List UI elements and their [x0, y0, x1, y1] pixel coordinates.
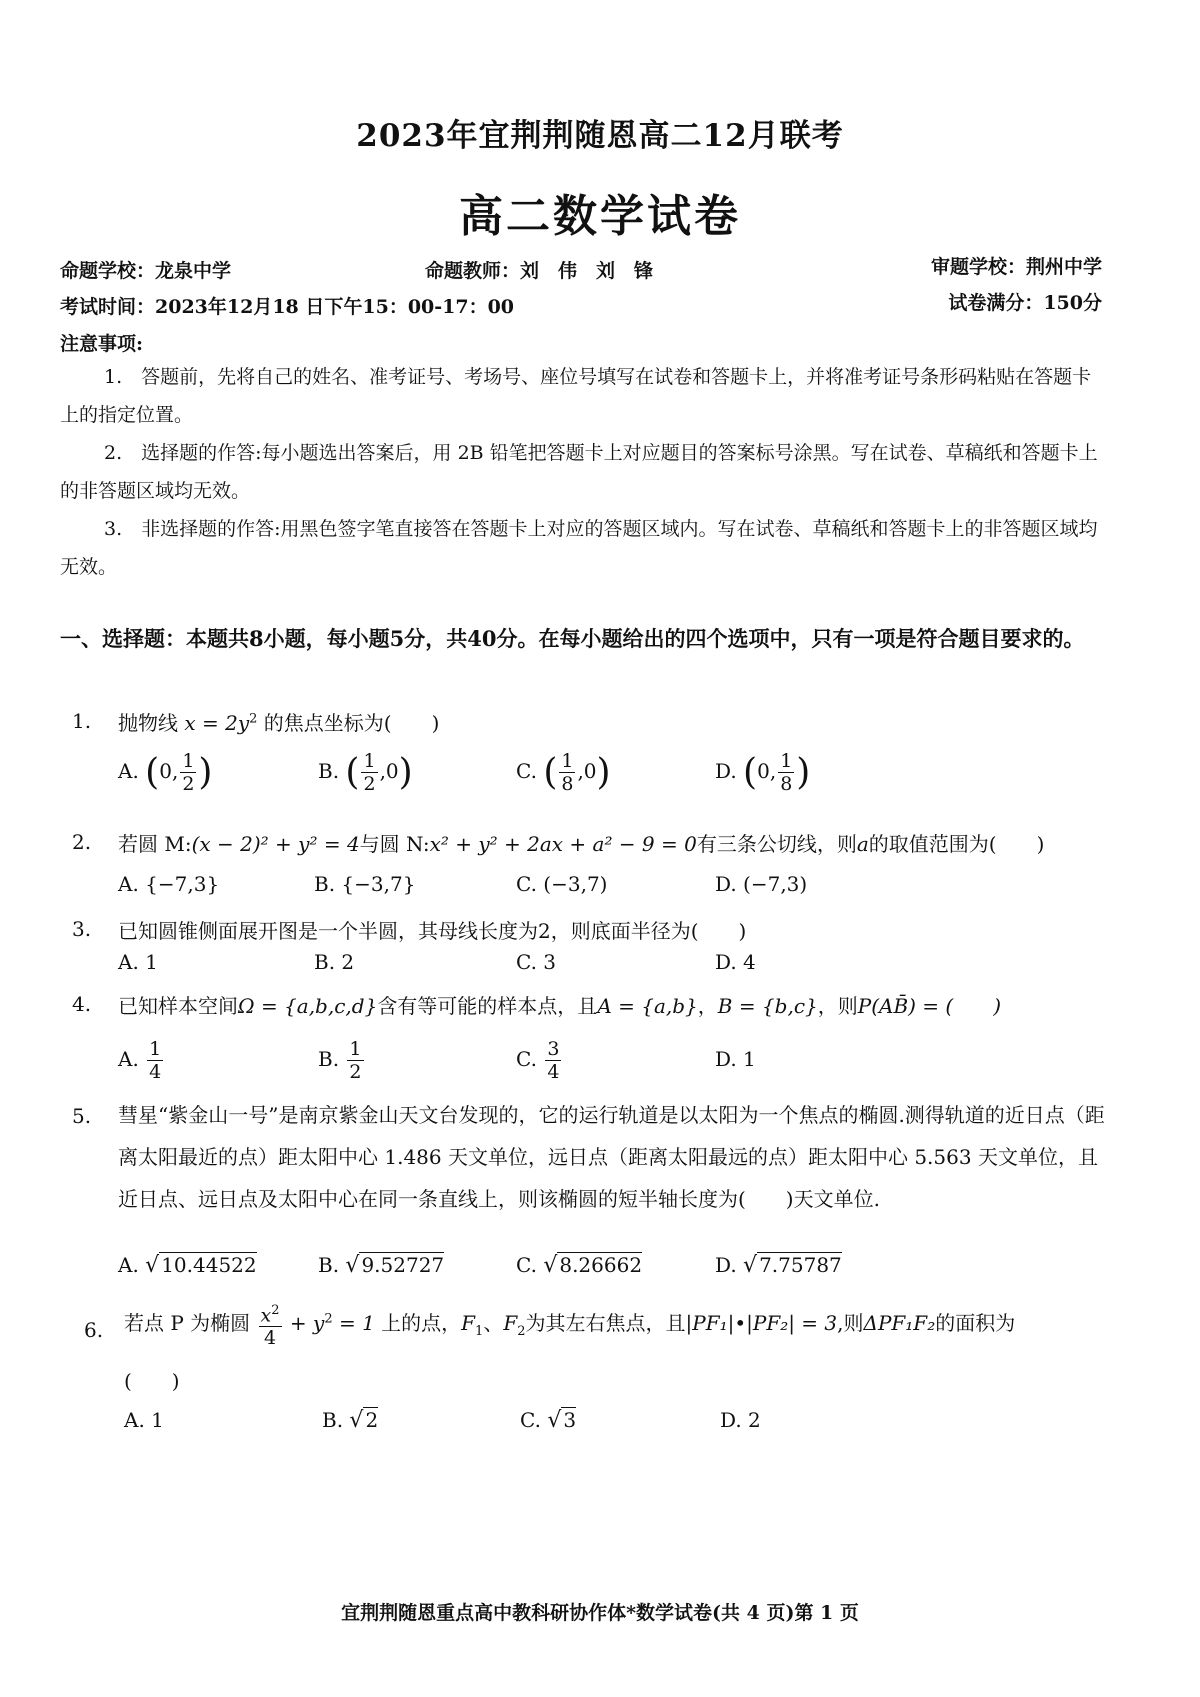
section-choice-heading: 一、选择题：本题共8小题，每小题5分，共40分。在每小题给出的四个选项中，只有一项是符合题目要求的。	[60, 626, 1085, 651]
q1-option-b: B. ( $\frac{1}{2}$ ,0)	[318, 750, 413, 795]
q1-option-c: C. ( $\frac{1}{8}$ ,0)	[516, 750, 611, 795]
q6-option-c: C. √ 3	[520, 1408, 577, 1433]
q6-answer-paren: ( )	[124, 1369, 180, 1393]
q1-stem: 抛物线 $x = 2y^2$ 的焦点坐标为( )	[118, 711, 440, 735]
q5-option-d: D. √ 7.75787	[715, 1253, 842, 1278]
q4-stem: 已知样本空间Ω = {a,b,c,d}含有等可能的样本点，且A = {a,b}，B = {b,c}，则P(AB̄) = ( )	[118, 994, 1002, 1018]
notice-heading: 注意事项:	[60, 333, 144, 355]
q5-option-c: C. √ 8.26662	[516, 1253, 643, 1278]
q2-stem: 若圆 M:(x − 2)² + y² = 4与圆 N:x² + y² + 2ax + a² − 9 = 0有三条公切线，则a的取值范围为( )	[118, 832, 1045, 856]
meta-school: 命题学校：龙泉中学	[60, 260, 232, 282]
q1-option-a: A. (0, $\frac{1}{2}$ )	[118, 750, 213, 795]
q1-post: 的焦点坐标为( )	[263, 711, 440, 735]
q3-stem: 已知圆锥侧面展开图是一个半圆，其母线长度为2，则底面半径为( )	[118, 919, 747, 943]
q2-circle-n-expr: x² + y² + 2ax + a² − 9 = 0	[429, 832, 697, 856]
q3-number: 3.	[72, 917, 92, 941]
meta-score: 试卷满分：150分	[948, 292, 1102, 314]
q2-option-d: D. (−7,3)	[715, 872, 808, 896]
meta-reviewer: 审题学校：荆州中学	[930, 256, 1102, 278]
q5-number: 5.	[72, 1104, 92, 1128]
exam-title: 2023年宜荆荆随恩高二12月联考	[356, 118, 844, 154]
q3-option-c: C. 3	[516, 950, 557, 974]
notice-item-1: 1. 答题前，先将自己的姓名、准考证号、考场号、座位号填写在试卷和答题卡上，并将准考证号条形码粘贴在答题卡上的指定位置。	[60, 366, 1092, 426]
q1-number: 1.	[72, 709, 92, 733]
q4-probability-expr: P(AB̄) = ( )	[857, 994, 1002, 1018]
q3-option-a: A. 1	[118, 950, 158, 974]
q2-option-c: C. (−3,7)	[516, 872, 608, 896]
q5-option-a: A. √ 10.44522	[118, 1253, 257, 1278]
q6-triangle-expr: ΔPF₁F₂	[863, 1311, 936, 1336]
q6-product-expr: |PF₁|•|PF₂| = 3	[685, 1311, 838, 1336]
q6-option-b: B. √ 2	[322, 1408, 379, 1433]
meta-teacher: 命题教师：刘 伟 刘 锋	[425, 260, 654, 282]
notice-item-3: 3. 非选择题的作答:用黑色签字笔直接答在答题卡上对应的答题区域内。写在试卷、草稿纸和答题卡上的非答题区域均无效。	[60, 518, 1098, 578]
q4-option-b: B. $\frac{1}{2}$	[318, 1038, 362, 1083]
q2-option-b: B. {−3,7}	[314, 872, 416, 896]
q1-expr: x = 2y	[184, 711, 250, 735]
paper-subtitle: 高二数学试卷	[459, 191, 741, 242]
q5-stem: 彗星“紫金山一号”是南京紫金山天文台发现的，它的运行轨道是以太阳为一个焦点的椭圆.测得轨道的近日点（距离太阳最近的点）距太阳中心 1.486 天文单位，远日点（距离太阳最远的点）距太阳中心 5.563 天文单位，且近日点、远日点及太阳中心在同一条直线上，则该椭圆的短半轴长度为( )天文单位.	[118, 1103, 1105, 1211]
q2-circle-m-expr: (x − 2)² + y² = 4	[191, 832, 360, 856]
q2-number: 2.	[72, 830, 92, 854]
q6-number: 6.	[84, 1318, 104, 1342]
q4-number: 4.	[72, 992, 92, 1016]
q6-option-d: D. 2	[720, 1408, 761, 1432]
q1-pre: 抛物线	[118, 711, 178, 735]
q2-option-a: A. {−7,3}	[118, 872, 220, 896]
q3-option-b: B. 2	[314, 950, 355, 974]
meta-time: 考试时间：2023年12月18 日下午15：00-17：00	[60, 296, 515, 318]
q3-option-d: D. 4	[715, 950, 756, 974]
q4-option-a: A. $\frac{1}{4}$	[118, 1038, 162, 1083]
q6-stem: 若点 P 为椭圆 $\frac{x^2}{4}$ + $y^2 = 1$ 上的点，$F_1$、$F_2$为其左右焦点，且|PF₁|•|PF₂| = 3,则ΔPF₁F₂的面积为	[124, 1300, 1015, 1349]
q4-option-d: D. 1	[715, 1047, 756, 1071]
q5-option-b: B. √ 9.52727	[318, 1253, 445, 1278]
q1-option-d: D. (0, $\frac{1}{8}$ )	[715, 750, 811, 795]
page-footer: 宜荆荆随恩重点高中教科研协作体*数学试卷(共 4 页)第 1 页	[341, 1602, 859, 1624]
notice-item-2: 2. 选择题的作答:每小题选出答案后，用 2B 铅笔把答题卡上对应题目的答案标号涂黑。写在试卷、草稿纸和答题卡上的非答题区域均无效。	[60, 442, 1098, 502]
q6-option-a: A. 1	[124, 1408, 164, 1432]
q4-option-c: C. $\frac{3}{4}$	[516, 1038, 560, 1083]
